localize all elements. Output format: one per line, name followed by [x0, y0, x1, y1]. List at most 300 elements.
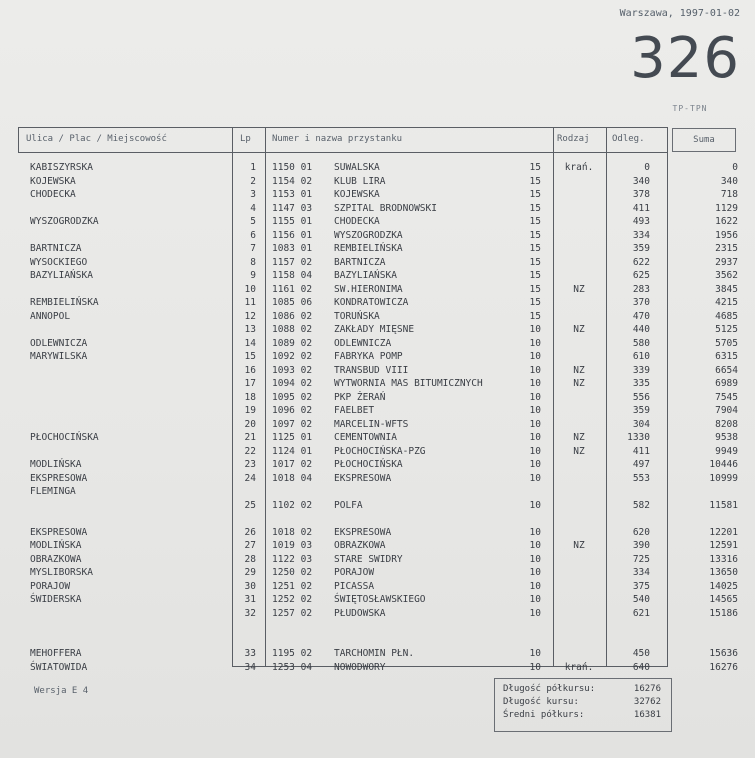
stop-cumulative-sum: 718 — [720, 189, 738, 200]
stop-lp: 16 — [244, 364, 256, 376]
stop-lp: 7 — [250, 243, 256, 254]
stop-zone: 10 — [529, 648, 541, 659]
stop-lp: 10 — [244, 283, 256, 295]
stop-distance: 378 — [632, 189, 650, 200]
table-row — [234, 580, 664, 594]
table-row — [234, 607, 664, 621]
stop-zone: 10 — [529, 405, 541, 416]
stop-zone: 10 — [529, 567, 541, 578]
stop-name: BARTNICZA — [334, 256, 386, 268]
place-date: Warszawa, 1997-01-02 — [619, 8, 740, 19]
stop-type: krań. — [564, 162, 594, 173]
stop-distance: 725 — [632, 553, 650, 565]
stop-distance: 553 — [632, 472, 650, 484]
stop-cumulative-sum: 1622 — [715, 216, 738, 227]
stop-lp: 17 — [244, 378, 256, 389]
stop-number: 1251 02 — [272, 580, 313, 592]
stop-cumulative-sum: 13650 — [709, 567, 738, 578]
stop-name: PICASSA — [334, 580, 375, 592]
sum-column — [672, 161, 738, 674]
street-name: FLEMINGA — [30, 486, 76, 497]
stop-distance: 334 — [632, 567, 650, 578]
stop-name: EKSPRESOWA — [334, 472, 392, 484]
stop-distance: 411 — [632, 202, 650, 214]
stop-cumulative-sum: 0 — [732, 162, 738, 173]
stop-name: SW.HIERONIMA — [334, 283, 403, 295]
stop-type: NZ — [573, 364, 585, 376]
stop-name: SZPITAL BRODNOWSKI — [334, 202, 437, 214]
table-row — [234, 323, 664, 337]
stop-distance: 621 — [632, 607, 650, 619]
stop-zone: 15 — [529, 310, 541, 322]
street-name — [30, 202, 230, 216]
table-row — [234, 310, 664, 324]
stop-name: PORAJOW — [334, 567, 375, 578]
street-name — [30, 364, 230, 378]
street-name: ŚWIATOWIDA — [30, 661, 88, 673]
table-row — [234, 350, 664, 364]
header-lp: Lp — [240, 134, 251, 144]
stop-distance: 359 — [632, 243, 650, 254]
stop-number: 1157 02 — [272, 256, 313, 268]
stop-cumulative-sum: 3562 — [715, 270, 738, 281]
stop-zone: 15 — [529, 189, 541, 200]
stop-number: 1017 02 — [272, 459, 313, 470]
stop-cumulative-sum: 2315 — [715, 243, 738, 254]
header-street: Ulica / Plac / Miejscowość — [26, 134, 167, 144]
stop-name: WYTWORNIA MAS BITUMICZNYCH — [334, 378, 483, 389]
table-row — [234, 161, 664, 175]
stop-cumulative-sum: 14025 — [709, 580, 738, 592]
stop-distance: 620 — [632, 526, 650, 538]
header-sum: Suma — [693, 135, 715, 145]
stop-lp: 19 — [244, 405, 256, 416]
street-name: MEHOFFERA — [30, 648, 82, 659]
stop-zone: 10 — [529, 472, 541, 484]
stop-zone: 15 — [529, 216, 541, 227]
street-name: CHODECKA — [30, 189, 76, 200]
table-left-rule — [18, 127, 19, 153]
table-row — [234, 539, 664, 553]
stop-distance: 497 — [632, 459, 650, 470]
stop-name: STARE SWIDRY — [334, 553, 403, 565]
stop-cumulative-sum: 6315 — [715, 351, 738, 362]
table-row — [234, 377, 664, 391]
stop-number: 1253 04 — [272, 661, 313, 673]
table-top-rule — [18, 127, 668, 128]
stop-lp: 15 — [244, 351, 256, 362]
table-row — [234, 593, 664, 607]
stop-name: PŁUDOWSKA — [334, 607, 386, 619]
stop-zone: 15 — [529, 162, 541, 173]
street-name — [30, 229, 230, 243]
street-name — [30, 283, 230, 297]
stop-zone: 15 — [529, 243, 541, 254]
stop-lp: 4 — [250, 202, 256, 214]
stop-cumulative-sum: 11581 — [709, 499, 738, 511]
street-name: MODLIŃSKA — [30, 459, 82, 470]
stop-lp: 29 — [244, 567, 256, 578]
street-name — [30, 620, 230, 634]
table-row — [234, 566, 664, 580]
table-row — [234, 296, 664, 310]
street-name: EKSPRESOWA — [30, 472, 88, 484]
street-name — [30, 391, 230, 405]
stop-zone: 10 — [529, 459, 541, 470]
stop-rows — [234, 161, 664, 674]
table-row — [234, 215, 664, 229]
stop-cumulative-sum: 9538 — [715, 432, 738, 443]
stop-name: KOJEWSKA — [334, 189, 380, 200]
stop-lp: 32 — [244, 607, 256, 619]
stop-number: 1161 02 — [272, 283, 313, 295]
stop-type: NZ — [573, 324, 585, 335]
stop-name: NOWODWORY — [334, 661, 386, 673]
stop-zone: 15 — [529, 175, 541, 187]
stop-type: NZ — [573, 378, 585, 389]
stop-cumulative-sum: 8208 — [715, 418, 738, 430]
table-row — [234, 526, 664, 540]
table-row — [234, 283, 664, 297]
stop-distance: 622 — [632, 256, 650, 268]
table-row — [234, 499, 664, 513]
stop-name: ŚWIĘTOSŁAWSKIEGO — [334, 594, 426, 605]
stop-number: 1097 02 — [272, 418, 313, 430]
stop-zone: 10 — [529, 526, 541, 538]
table-row — [234, 445, 664, 459]
table-row — [234, 512, 664, 526]
stop-zone: 10 — [529, 607, 541, 619]
stop-cumulative-sum: 15186 — [709, 607, 738, 619]
stop-zone: 10 — [529, 337, 541, 349]
table-row — [234, 472, 664, 486]
stop-distance: 339 — [632, 364, 650, 376]
table-row — [234, 458, 664, 472]
length-summary-box — [494, 678, 672, 732]
stop-number: 1018 04 — [272, 472, 313, 484]
stop-distance: 493 — [632, 216, 650, 227]
stop-cumulative-sum: 5705 — [715, 337, 738, 349]
stop-lp: 26 — [244, 526, 256, 538]
stop-number: 1122 03 — [272, 553, 313, 565]
stop-number: 1092 02 — [272, 351, 313, 362]
stop-distance: 610 — [632, 351, 650, 362]
table-row — [234, 647, 664, 661]
stop-zone: 10 — [529, 378, 541, 389]
street-name: EKSPRESOWA — [30, 526, 88, 538]
street-name — [30, 634, 230, 648]
stop-lp: 6 — [250, 229, 256, 241]
stop-type: NZ — [573, 540, 585, 551]
stop-zone: 15 — [529, 229, 541, 241]
route-number: 326 — [630, 26, 740, 91]
street-name: KABISZYRSKA — [30, 162, 93, 173]
stop-number: 1089 02 — [272, 337, 313, 349]
street-name: REMBIELIŃSKA — [30, 297, 99, 308]
stop-cumulative-sum: 10446 — [709, 459, 738, 470]
street-name: ODLEWNICZA — [30, 337, 88, 349]
stop-number: 1154 02 — [272, 175, 313, 187]
stop-distance: 450 — [632, 648, 650, 659]
stop-distance: 334 — [632, 229, 650, 241]
stop-cumulative-sum: 5125 — [715, 324, 738, 335]
table-header-rule — [18, 152, 668, 153]
stop-lp: 21 — [244, 432, 256, 443]
stop-distance: 375 — [632, 580, 650, 592]
stop-zone: 10 — [529, 351, 541, 362]
stop-number: 1156 01 — [272, 229, 313, 241]
street-name: PŁOCHOCIŃSKA — [30, 432, 99, 443]
version-label: Wersja E 4 — [34, 686, 89, 696]
stop-name: FAELBET — [334, 405, 375, 416]
stop-zone: 10 — [529, 553, 541, 565]
stop-zone: 10 — [529, 391, 541, 403]
stop-number: 1085 06 — [272, 297, 313, 308]
stop-number: 1093 02 — [272, 364, 313, 376]
stop-lp: 22 — [244, 445, 256, 457]
stop-cumulative-sum: 9949 — [715, 445, 738, 457]
header-number-name: Numer i nazwa przystanku — [272, 134, 403, 144]
stop-cumulative-sum: 2937 — [715, 256, 738, 268]
table-row — [234, 364, 664, 378]
stop-cumulative-sum: 1129 — [715, 202, 738, 214]
stop-lp: 23 — [244, 459, 256, 470]
stop-cumulative-sum: 12591 — [709, 540, 738, 551]
stop-cumulative-sum: 15636 — [709, 648, 738, 659]
stop-number: 1083 01 — [272, 243, 313, 254]
avg-value: 16381 — [633, 710, 661, 720]
stop-number: 1147 03 — [272, 202, 313, 214]
street-name — [30, 607, 230, 621]
street-column — [30, 161, 230, 688]
stop-number: 1153 01 — [272, 189, 313, 200]
stop-cumulative-sum — [672, 485, 738, 499]
stop-lp: 2 — [250, 175, 256, 187]
stop-lp: 18 — [244, 391, 256, 403]
stop-cumulative-sum — [672, 634, 738, 648]
stop-lp: 33 — [244, 648, 256, 659]
stop-cumulative-sum: 6654 — [715, 364, 738, 376]
stop-distance: 470 — [632, 310, 650, 322]
stop-distance: 640 — [632, 661, 650, 673]
stop-name: MARCELIN-WFTS — [334, 418, 409, 430]
table-row — [234, 418, 664, 432]
stop-number: 1088 02 — [272, 324, 313, 335]
street-name: ŚWIDERSKA — [30, 594, 82, 605]
stop-name: PKP ŻERAŃ — [334, 391, 386, 403]
half-length-value: 16276 — [633, 684, 661, 694]
col-divider-lp — [232, 127, 233, 667]
stop-distance: 580 — [632, 337, 650, 349]
stop-number: 1094 02 — [272, 378, 313, 389]
street-name — [30, 418, 230, 432]
stop-number: 1018 02 — [272, 526, 313, 538]
stop-name: ODLEWNICZA — [334, 337, 392, 349]
table-row — [234, 404, 664, 418]
stop-cumulative-sum — [672, 512, 738, 526]
stop-cumulative-sum: 4685 — [715, 310, 738, 322]
stop-lp: 11 — [244, 297, 256, 308]
stop-zone: 15 — [529, 297, 541, 308]
stop-zone: 10 — [529, 418, 541, 430]
table-row — [234, 269, 664, 283]
street-name — [30, 323, 230, 337]
street-name: OBRAZKOWA — [30, 553, 82, 565]
stop-zone: 10 — [529, 432, 541, 443]
stop-number: 1252 02 — [272, 594, 313, 605]
table-row — [234, 661, 664, 675]
table-row — [234, 634, 664, 648]
stop-distance: 1330 — [627, 432, 650, 443]
stop-name: EKSPRESOWA — [334, 526, 392, 538]
stop-distance: 335 — [632, 378, 650, 389]
street-name — [30, 404, 230, 418]
street-name: PORAJOW — [30, 580, 71, 592]
stop-zone: 10 — [529, 580, 541, 592]
stop-cumulative-sum: 12201 — [709, 526, 738, 538]
stop-distance: 440 — [632, 324, 650, 335]
street-name: KOJEWSKA — [30, 175, 76, 187]
stop-distance: 411 — [632, 445, 650, 457]
stop-zone: 10 — [529, 540, 541, 551]
street-name: MYSLIBORSKA — [30, 567, 93, 578]
stop-number: 1257 02 — [272, 607, 313, 619]
stop-number: 1102 02 — [272, 499, 313, 511]
header-type: Rodzaj — [557, 134, 590, 144]
stop-number: 1195 02 — [272, 648, 313, 659]
table-row — [234, 188, 664, 202]
table-row — [234, 202, 664, 216]
stop-lp: 31 — [244, 594, 256, 605]
stop-lp: 27 — [244, 540, 256, 551]
stop-name: TRANSBUD VIII — [334, 364, 409, 376]
stop-cumulative-sum: 340 — [720, 175, 738, 187]
stop-cumulative-sum: 16276 — [709, 661, 738, 673]
header-distance: Odleg. — [612, 134, 645, 144]
stop-number: 1019 03 — [272, 540, 313, 551]
stop-lp: 1 — [250, 162, 256, 173]
stop-type: NZ — [573, 283, 585, 295]
street-name: MODLIŃSKA — [30, 540, 82, 551]
stop-name: CEMENTOWNIA — [334, 432, 397, 443]
stop-lp: 12 — [244, 310, 256, 322]
stop-cumulative-sum: 6989 — [715, 378, 738, 389]
stop-type: krań. — [564, 661, 594, 673]
table-row — [234, 175, 664, 189]
street-name — [30, 445, 230, 459]
table-row — [234, 256, 664, 270]
stop-lp: 25 — [244, 499, 256, 511]
stop-distance: 540 — [632, 594, 650, 605]
stop-lp: 28 — [244, 553, 256, 565]
stop-lp: 3 — [250, 189, 256, 200]
stop-name: KLUB LIRA — [334, 175, 386, 187]
stop-zone: 15 — [529, 202, 541, 214]
stop-name: CHODECKA — [334, 216, 380, 227]
stop-lp: 8 — [250, 256, 256, 268]
stop-zone: 15 — [529, 270, 541, 281]
stop-number: 1095 02 — [272, 391, 313, 403]
stop-zone: 15 — [529, 283, 541, 295]
stop-name: ZAKŁADY MIĘSNE — [334, 324, 415, 335]
length-label: Długość kursu: — [503, 697, 579, 707]
stop-cumulative-sum: 7545 — [715, 391, 738, 403]
table-row — [234, 431, 664, 445]
stop-lp: 20 — [244, 418, 256, 430]
stop-name: SUWALSKA — [334, 162, 380, 173]
stop-distance: 582 — [632, 499, 650, 511]
stop-lp: 24 — [244, 472, 256, 484]
stop-number: 1150 01 — [272, 162, 313, 173]
stop-name: REMBIELIŃSKA — [334, 243, 403, 254]
stop-name: KONDRATOWICZA — [334, 297, 409, 308]
table-row — [234, 229, 664, 243]
stop-name: PŁOCHOCIŃSKA-PZG — [334, 445, 426, 457]
avg-label: Średni półkurs: — [503, 710, 585, 720]
stop-lp: 34 — [244, 661, 256, 673]
table-row — [234, 553, 664, 567]
street-name — [30, 512, 230, 526]
length-value: 32762 — [633, 697, 661, 707]
stop-distance: 556 — [632, 391, 650, 403]
stop-number: 1086 02 — [272, 310, 313, 322]
stop-zone: 15 — [529, 256, 541, 268]
stop-lp: 9 — [250, 270, 256, 281]
street-name: BAZYLIAŃSKA — [30, 270, 93, 281]
stop-lp: 14 — [244, 337, 256, 349]
stop-distance: 340 — [632, 175, 650, 187]
stop-name: FABRYKA POMP — [334, 351, 403, 362]
stop-distance: 304 — [632, 418, 650, 430]
stop-cumulative-sum: 3845 — [715, 283, 738, 295]
stop-cumulative-sum: 10999 — [709, 472, 738, 484]
stop-name: POLFA — [334, 499, 363, 511]
stop-distance: 0 — [644, 162, 650, 173]
stop-zone: 10 — [529, 594, 541, 605]
stop-lp: 13 — [244, 324, 256, 335]
stop-number: 1158 04 — [272, 270, 313, 281]
stop-cumulative-sum — [672, 620, 738, 634]
street-name — [30, 377, 230, 391]
stop-number: 1250 02 — [272, 567, 313, 578]
stop-name: WYSZOGRODZKA — [334, 229, 403, 241]
stop-zone: 10 — [529, 324, 541, 335]
stop-cumulative-sum: 4215 — [715, 297, 738, 308]
stop-distance: 370 — [632, 297, 650, 308]
col-divider-end — [667, 127, 668, 667]
table-row — [234, 242, 664, 256]
stop-type: NZ — [573, 432, 585, 443]
stop-name: OBRAZKOWA — [334, 540, 386, 551]
stop-cumulative-sum: 14565 — [709, 594, 738, 605]
street-name — [30, 499, 230, 513]
street-name: ANNOPOL — [30, 310, 71, 322]
street-name: WYSOCKIEGO — [30, 256, 88, 268]
stop-distance: 390 — [632, 540, 650, 551]
stop-number: 1125 01 — [272, 432, 313, 443]
table-row — [234, 337, 664, 351]
stop-number: 1124 01 — [272, 445, 313, 457]
stop-distance: 625 — [632, 270, 650, 281]
stop-lp: 5 — [250, 216, 256, 227]
stop-type: NZ — [573, 445, 585, 457]
table-row — [234, 485, 664, 499]
street-name: MARYWILSKA — [30, 351, 88, 362]
half-length-label: Długość półkursu: — [503, 684, 596, 694]
variant-code: TP-TPN — [672, 104, 708, 113]
stop-zone: 10 — [529, 445, 541, 457]
street-name: BARTNICZA — [30, 243, 82, 254]
